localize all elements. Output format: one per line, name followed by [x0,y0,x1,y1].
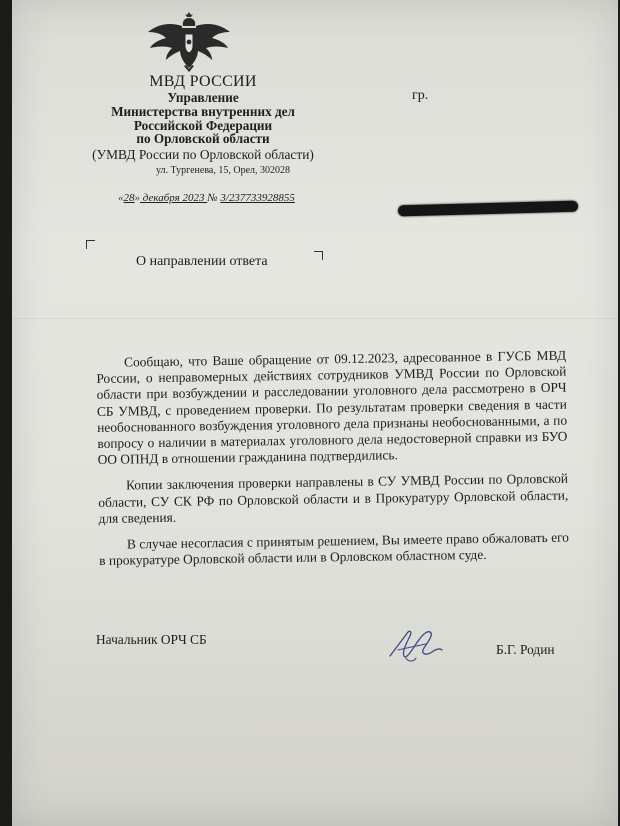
agency-name: МВД РОССИИ [149,73,257,90]
agency-address: ул. Тургенева, 15, Орел, 302028 [155,165,291,177]
department-label: Управление [167,89,239,105]
handwritten-signature-icon [386,622,444,666]
body-paragraph-2: Копии заключения проверки направлены в СУ УМВД России по Орловской области, СУ СК РФ по Орловской области и в Прокуратуру Орловской области, для сведения. [98,471,569,526]
agency-abbreviation: (УМВД России по Орловской области) [92,147,314,163]
country-name: Российской Федерации [133,117,273,133]
date-open-quote: « [118,192,124,204]
letter-subject: О направлении ответа [136,254,268,269]
number-sign: № [207,192,221,204]
recipient-prefix: гр. [412,88,429,103]
letterhead [78,74,328,177]
letter-date-number [118,192,295,204]
signer-name: Б.Г. Родин [496,642,555,657]
paper-fold-line [12,318,618,319]
subject-bracket-left [86,240,95,249]
letter-body [96,348,569,570]
body-paragraph-3: В случае несогласия с принятым решением, Вы имеете право обжаловать его в прокуратуре Орловской области или в Орловском областном суде. [99,529,570,569]
outgoing-number: 3/237733928855 [220,192,295,204]
signer-position: Начальник ОРЧ СБ [96,632,207,647]
date-close-quote: » [134,192,140,204]
date-day: 28 [123,192,135,204]
date-month-year: декабря 2023 [140,192,208,204]
ministry-name: Министерства внутренних дел [111,103,295,119]
eagle-emblem-icon [146,10,232,74]
subject-bracket-right [314,251,323,260]
region-name: по Орловской области [136,131,270,147]
body-paragraph-1: Сообщаю, что Ваше обращение от 09.12.2023, адресованное в ГУСБ МВД России, о неправомерных действиях сотрудников УМВД России по Орловской области при возбуждении и расследовании уголовного дела рассмотрено в ОРЧ СБ УМВД, с проведением проверки. По результатам проверки сведения в части необоснованного возбуждения уголовного дела признаны необоснованными, а по вопросу о наличии в материалах уголовного дела недостоверной справки из БУО ОО ОПНД в отношении гражданина подтвердились. [96,347,568,468]
